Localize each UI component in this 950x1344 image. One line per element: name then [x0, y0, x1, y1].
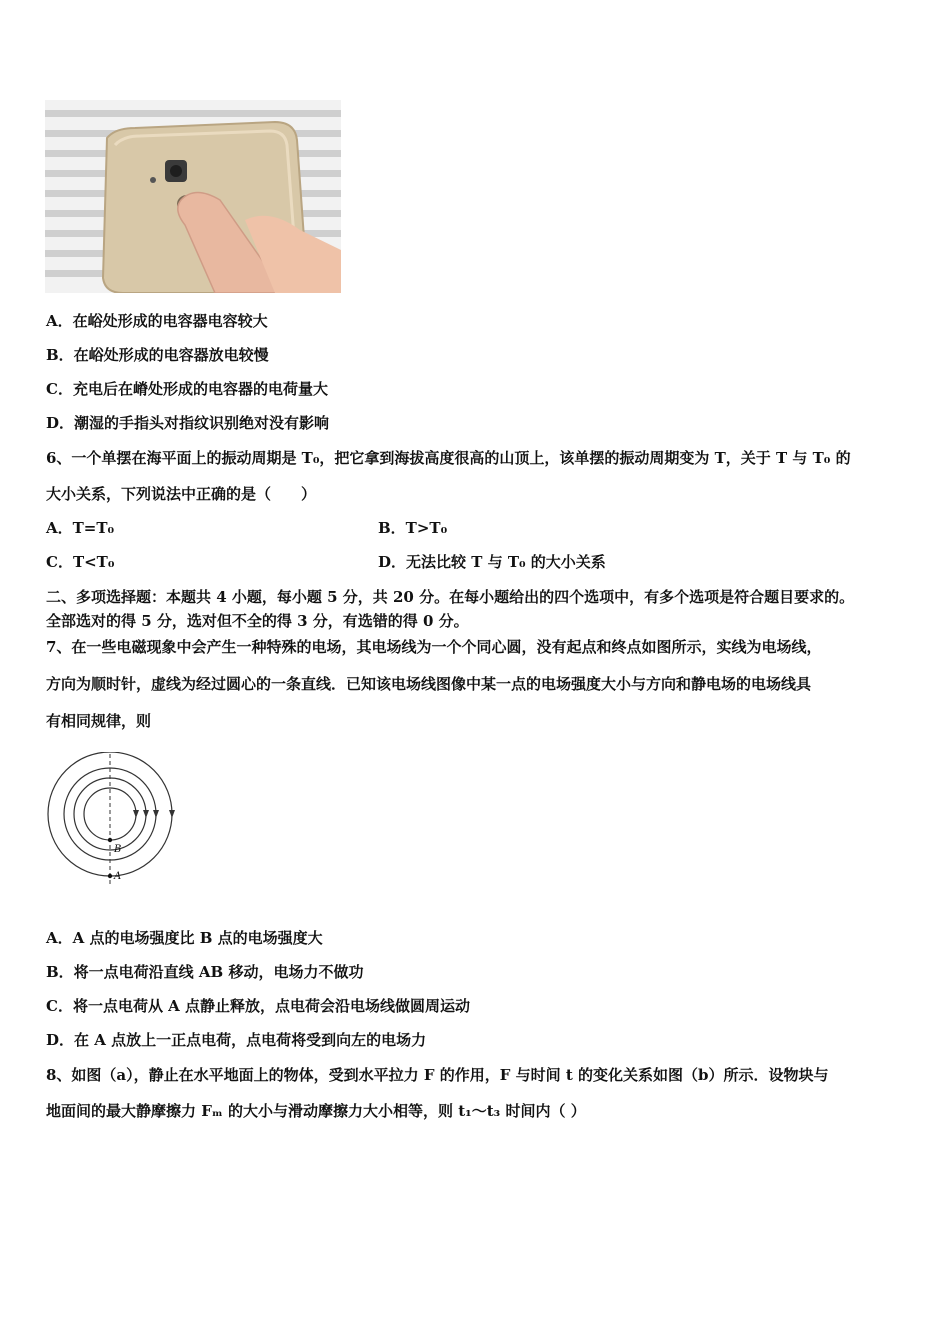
q7-option-b: B．将一点电荷沿直线 AB 移动，电场力不做功: [46, 963, 364, 981]
q5-option-a: A．在峪处形成的电容器电容较大: [46, 312, 268, 330]
point-b-label: B: [114, 844, 122, 855]
point-b-dot: [108, 838, 112, 842]
arrow-3-icon: [143, 810, 149, 818]
q7-option-a: A．A 点的电场强度比 B 点的电场强度大: [46, 929, 323, 947]
point-a-dot: [108, 874, 112, 878]
field-lines-svg: [44, 752, 184, 887]
q6-option-b: B．T>T₀: [378, 519, 448, 537]
arrow-2-icon: [153, 810, 159, 818]
q5-option-c: C．充电后在嵴处形成的电容器的电荷量大: [46, 380, 328, 398]
q6-option-c: C．T<T₀: [46, 553, 115, 571]
q7-option-d: D．在 A 点放上一正点电荷，点电荷将受到向左的电场力: [46, 1031, 427, 1049]
fingerprint-phone-photo: [45, 100, 341, 293]
point-a-label: A: [114, 871, 122, 882]
q7-stem-line3: 有相同规律，则: [46, 712, 152, 730]
phone-photo-svg: [45, 100, 341, 293]
concentric-field-diagram: [44, 752, 184, 887]
q5-option-d: D．潮湿的手指头对指纹识别绝对没有影响: [46, 414, 330, 432]
arrow-outer-icon: [169, 810, 175, 818]
q8-stem-line1: 8、如图（a），静止在水平地面上的物体，受到水平拉力 F 的作用，F 与时间 t 的变化关系如图（b）所示．设物块与: [46, 1066, 829, 1084]
q7-stem-line2: 方向为顺时针，虚线为经过圆心的一条直线．已知该电场线图像中某一点的电场强度大小与方向和静电场的电场线具: [46, 675, 812, 693]
q6-stem-line2: 大小关系，下列说法中正确的是（ ）: [46, 485, 317, 503]
section2-instructions-line1: 二、多项选择题：本题共 4 小题，每小题 5 分，共 20 分。在每小题给出的四个选项中，有多个选项是符合题目要求的。: [46, 588, 855, 606]
q7-option-c: C．将一点电荷从 A 点静止释放，点电荷会沿电场线做圆周运动: [46, 997, 471, 1015]
q7-stem-line1: 7、在一些电磁现象中会产生一种特殊的电场，其电场线为一个个同心圆，没有起点和终点如图所示，实线为电场线，: [46, 638, 822, 656]
q6-option-d: D．无法比较 T 与 T₀ 的大小关系: [378, 553, 606, 571]
section2-instructions-line2: 全部选对的得 5 分，选对但不全的得 3 分，有选错的得 0 分。: [46, 612, 469, 630]
q5-option-b: B．在峪处形成的电容器放电较慢: [46, 346, 269, 364]
q6-option-a: A．T=T₀: [46, 519, 115, 537]
q8-stem-line2: 地面间的最大静摩擦力 Fₘ 的大小与滑动摩擦力大小相等，则 t₁～t₃ 时间内（ ）: [46, 1102, 586, 1120]
arrow-inner-icon: [133, 810, 139, 818]
q6-stem-line1: 6、一个单摆在海平面上的振动周期是 T₀，把它拿到海拔高度很高的山顶上，该单摆的振动周期变为 T，关于 T 与 T₀ 的: [46, 449, 851, 467]
